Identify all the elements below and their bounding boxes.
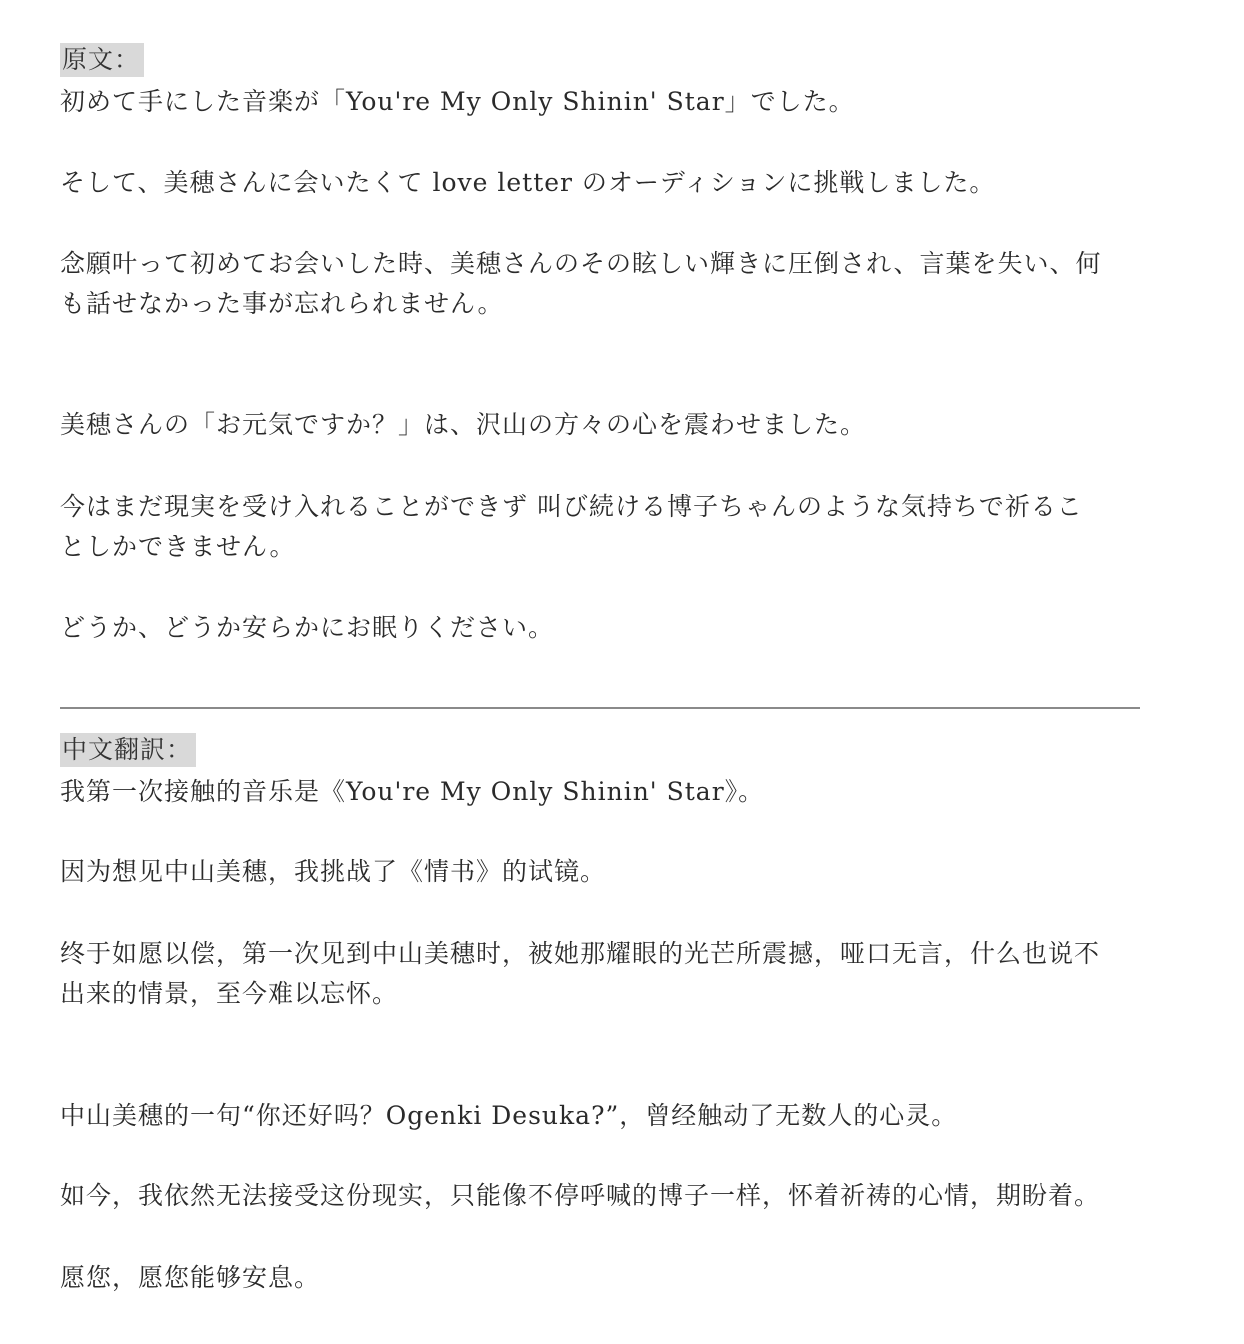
text-line: 终于如愿以偿，第一次见到中山美穗时，被她那耀眼的光芒所震撼，哑口无言，什么也说不 [60,939,1101,968]
text-line: 我第一次接触的音乐是《You're My Only Shinin' Star》。 [60,777,765,806]
text-line: 今はまだ現実を受け入れることができず 叫び続ける博子ちゃんのような気持ちで祈るこ [60,492,1083,521]
original-paragraph-6 [60,608,1150,648]
text-line: 如今，我依然无法接受这份现实，只能像不停呼喊的博子一样，怀着祈祷的心情，期盼着。 [60,1181,1101,1210]
translation-paragraph-5 [60,1176,1150,1216]
text-line: としかできません。 [60,532,296,561]
text-line: 美穂さんの「お元気ですか？」は、沢山の方々の心を震わせました。 [60,410,867,439]
original-paragraph-4 [60,405,1150,445]
text-line: も話せなかった事が忘れられません。 [60,289,504,318]
text-line: 出来的情景，至今难以忘怀。 [60,979,399,1008]
original-paragraph-5 [60,487,1150,567]
translation-paragraph-4 [60,1096,1150,1136]
text-line: 愿您，愿您能够安息。 [60,1263,321,1292]
original-paragraph-3 [60,244,1150,324]
original-paragraph-1 [60,82,1150,122]
text-line: どうか、どうか安らかにお眠りください。 [60,613,555,642]
translation-paragraph-2 [60,852,1150,892]
original-paragraph-2 [60,163,1150,203]
translation-paragraph-6 [60,1258,1150,1298]
original-label: 原文： [60,43,144,77]
section-divider [60,707,1140,709]
text-line: 因为想见中山美穗，我挑战了《情书》的试镜。 [60,857,607,886]
translation-paragraph-3 [60,934,1150,1014]
text-line: 中山美穗的一句“你还好吗？Ogenki Desuka?”，曾经触动了无数人的心灵。 [60,1101,958,1130]
translation-paragraph-1 [60,772,1150,812]
translation-label: 中文翻訳： [60,733,196,767]
text-line: 念願叶って初めてお会いした時、美穂さんのその眩しい輝きに圧倒され、言葉を失い、何 [60,249,1102,278]
text-line: そして、美穂さんに会いたくて love letter のオーディションに挑戦しました。 [60,168,996,197]
text-line: 初めて手にした音楽が「You're My Only Shinin' Star」でした。 [60,87,855,116]
